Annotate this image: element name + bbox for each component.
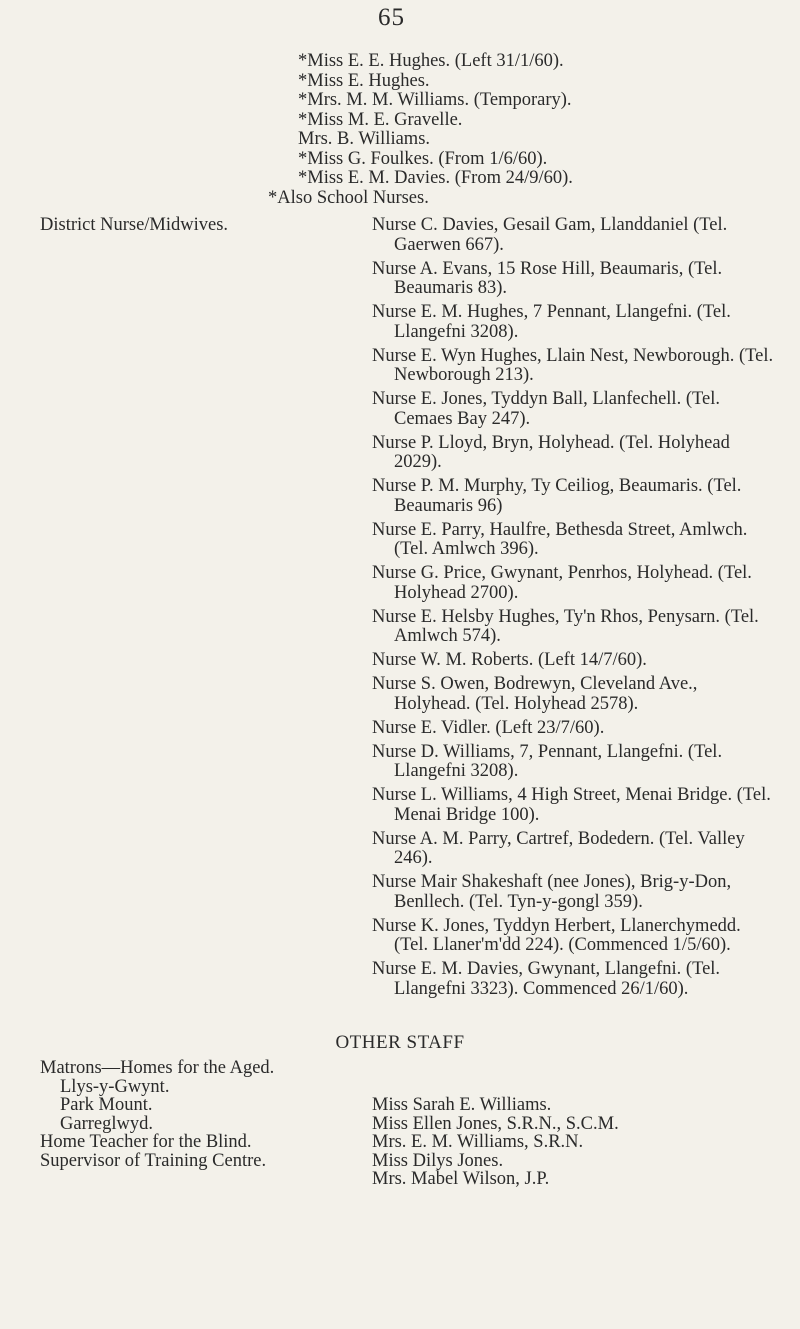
staff-name: Miss Ellen Jones, S.R.N., S.C.M. — [372, 1113, 619, 1134]
nurse-line: Mrs. B. Williams. — [298, 129, 431, 149]
district-nurse-entry: Nurse A. M. Parry, Cartref, Bodedern. (Tel. Valley 246). — [372, 828, 745, 868]
district-nurse-entry: Nurse Mair Shakeshaft (nee Jones), Brig-y-Don, Benllech. (Tel. Tyn-y-gongl 359). — [372, 872, 732, 912]
district-nurse-entry: Nurse E. Wyn Hughes, Llain Nest, Newborough. (Tel. Newborough 213). — [372, 345, 774, 385]
staff-names — [372, 1096, 619, 1189]
staff-name: Mrs. E. M. Williams, S.R.N. — [372, 1132, 584, 1153]
home-teacher-role: Home Teacher for the Blind. — [40, 1132, 252, 1153]
school-nurses-footnote: *Also School Nurses. — [268, 187, 429, 208]
page-number: 65 — [378, 4, 405, 31]
district-nurses-list — [372, 216, 777, 1004]
nurse-line: *Miss G. Foulkes. (From 1/6/60). — [298, 148, 548, 169]
supervisor-role: Supervisor of Training Centre. — [40, 1150, 267, 1171]
district-nurse-entry: Nurse K. Jones, Tyddyn Herbert, Llanerchymedd. (Tel. Llaner'm'dd 224). (Commenced 1/5/60). — [372, 915, 741, 955]
district-nurse-entry: Nurse C. Davies, Gesail Gam, Llanddaniel (Tel. Gaerwen 667). — [372, 215, 728, 255]
nurse-line: *Miss M. E. Gravelle. — [298, 109, 463, 130]
other-staff-heading: OTHER STAFF — [335, 1032, 465, 1053]
district-nurse-entry: Nurse E. Parry, Haulfre, Bethesda Street, Amlwch. (Tel. Amlwch 396). — [372, 519, 748, 559]
district-nurse-entry: Nurse E. M. Hughes, 7 Pennant, Llangefni. (Tel. Llangefni 3208). — [372, 302, 731, 342]
staff-name: Mrs. Mabel Wilson, J.P. — [372, 1169, 550, 1190]
district-nurse-entry: Nurse P. M. Murphy, Ty Ceiliog, Beaumaris. (Tel. Beaumaris 96) — [372, 476, 742, 516]
district-nurse-entry: Nurse W. M. Roberts. (Left 14/7/60). — [372, 650, 647, 670]
district-nurses-label: District Nurse/Midwives. — [40, 215, 229, 235]
district-nurse-entry: Nurse A. Evans, 15 Rose Hill, Beaumaris, (Tel. Beaumaris 83). — [372, 258, 723, 298]
district-nurse-entry: Nurse E. Vidler. (Left 23/7/60). — [372, 717, 605, 738]
staff-name: Miss Dilys Jones. — [372, 1150, 504, 1171]
home-name: Llys-y-Gwynt. — [60, 1076, 170, 1097]
staff-roles — [40, 1059, 274, 1171]
nurse-line: *Miss E. M. Davies. (From 24/9/60). — [298, 168, 573, 188]
district-nurse-entry: Nurse G. Price, Gwynant, Penrhos, Holyhead. (Tel. Holyhead 2700). — [372, 563, 752, 603]
home-name: Garreglwyd. — [60, 1113, 153, 1134]
district-nurse-entry: Nurse D. Williams, 7, Pennant, Llangefni. (Tel. Llangefni 3208). — [372, 741, 723, 781]
nurse-line: *Mrs. M. M. Williams. (Temporary). — [298, 90, 572, 110]
school-nurses-list — [268, 51, 573, 208]
district-nurse-entry: Nurse E. Helsby Hughes, Ty'n Rhos, Penysarn. (Tel. Amlwch 574). — [372, 606, 759, 646]
district-nurse-entry: Nurse L. Williams, 4 High Street, Menai Bridge. (Tel. Menai Bridge 100). — [372, 785, 771, 825]
nurse-line: *Miss E. Hughes. — [298, 70, 430, 91]
district-nurse-entry: Nurse E. M. Davies, Gwynant, Llangefni. (Tel. Llangefni 3323). Commenced 26/1/60). — [372, 959, 721, 999]
matrons-role: Matrons—Homes for the Aged. — [40, 1058, 275, 1078]
district-nurse-entry: Nurse E. Jones, Tyddyn Ball, Llanfechell. (Tel. Cemaes Bay 247). — [372, 389, 720, 429]
staff-name: Miss Sarah E. Williams. — [372, 1095, 552, 1115]
district-nurse-entry: Nurse S. Owen, Bodrewyn, Cleveland Ave., Holyhead. (Tel. Holyhead 2578). — [372, 674, 698, 714]
nurse-line: *Miss E. E. Hughes. (Left 31/1/60). — [298, 51, 564, 71]
home-name: Park Mount. — [60, 1095, 153, 1116]
district-nurse-entry: Nurse P. Lloyd, Bryn, Holyhead. (Tel. Holyhead 2029). — [372, 432, 730, 472]
